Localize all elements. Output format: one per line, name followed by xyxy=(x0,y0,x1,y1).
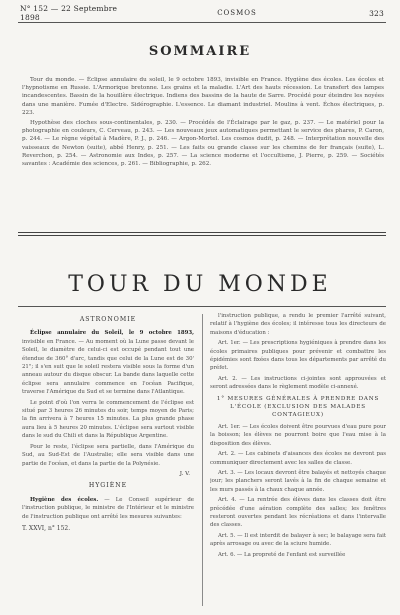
annex-heading: 1° MESURES GÉNÉRALES À PRENDRE DANS L'ÉCOLE (EXCLUSION DES MALADES CONTAGIEUX) xyxy=(216,395,380,419)
article-lead: Éclipse annulaire du Soleil, le 9 octobre 1893, xyxy=(30,330,194,337)
volume-mark: T. XXVI, n° 152. xyxy=(22,524,71,532)
page-number: 323 xyxy=(369,8,384,18)
article-text: invisible en France. — Au moment où la Lune passe devant le Soleil, le diamètre de celui-ci est occupé pendant tout une étendue de 360° d'arc, tandis que celui de la Lune est de 30' 21"; il s'en suit que le soleil restera visible sous la forme d'un anneau autour du disque obscur. La bande dans laquelle cette éclipse sera annulaire commence en l'océan Pacifique, traverse l'Amérique du Sud et se termine dans l'Atlantique. xyxy=(22,338,194,396)
title-rule xyxy=(18,306,386,307)
header-rule xyxy=(18,22,386,23)
article-paragraph: Art. 1er. — Les écoles doivent être pourvues d'eau pure pour la boisson; les élèves ne pourront boire que l'eau mise à la disposition des élèves. xyxy=(210,423,386,447)
main-title: TOUR DU MONDE xyxy=(68,272,332,297)
sommaire-body xyxy=(22,76,384,224)
sommaire-title: SOMMAIRE xyxy=(148,44,252,59)
article-paragraph: Le point d'où l'on verra le commencement de l'éclipse est situé par 3 heures 26 minutes du soir, temps moyen de Paris; la fin arrivera à 7 heures 15 minutes. La plus grande phase aura lieu à 5 heures 20 minutes. L'éclipse sera surtout visible dans le sud du Chili et dans la République Argentine. xyxy=(22,399,194,440)
article-paragraph xyxy=(22,496,194,521)
article-paragraph: Art. 1er. — Les prescriptions hygiéniques à prendre dans les écoles primaires publiques pour prévenir et combattre les épidémies sont fixées dans tous les départements par arrêté du préfet. xyxy=(210,340,386,372)
sommaire-paragraph: Tour du monde. — Éclipse annulaire du soleil, le 9 octobre 1893, invisible en France. Hygiène des écoles. Les écoles et l'hypnotisme en Russie. L'Armorique bretonne. Les grains et la maladie. L'Art des hauts récession. Le transfert des lampes incandescentes. Bassin de la houillère électrique. Indiens des bassins de la haute de Sarre. Procédé pour éteindre les noyées dans une manière. Fumée d'Electre. Sidérographie. L'essence. Le diamant industriel. Moulins à vent. Échos électriques, p. 223. xyxy=(22,77,384,116)
section-separator xyxy=(18,232,386,236)
section-heading: HYGIÈNE xyxy=(88,482,128,490)
article-paragraph xyxy=(22,329,194,396)
article-paragraph: Art. 2. — Les cabinets d'aisances des écoles ne devront pas communiquer directement avec les salles de classe. xyxy=(210,451,386,466)
running-header xyxy=(20,6,384,20)
article-paragraph: Art. 3. — Les locaux devront être balayés et nettoyés chaque jour; les planchers seront lavés à la fin de chaque semaine et les murs passés à la chaux chaque année. xyxy=(210,469,386,493)
article-paragraph: Art. 2. — Les instructions ci-jointes sont approuvées et seront adressées dans le règlement modèle ci-annexé. xyxy=(210,375,386,391)
article-text: — Le Conseil supérieur de l'instruction publique, le ministre de l'Intérieur et le ministre de l'instruction publique ont arrêté les mesures suivantes: xyxy=(22,496,194,520)
right-column xyxy=(210,312,386,608)
left-column xyxy=(22,312,194,608)
article-signature: J. V. xyxy=(179,470,190,477)
sommaire-paragraph: Hypothèse des cloches sous-continentales, p. 230. — Procédés de l'Éclairage par le gaz, p. 237. — Le matériel pour la photographie en couleurs, C. Cerveau, p. 243. — Les nouveaux jeux automatiques permettant le service des phares, P. Caron, p. 244. — Le règne végétal à Madère, P. J., p. 246. — Argon-Mortel. Les cosmos dudit, p. 248. — Interprétation nouvelle des vaisseaux de Newton (suite), abbé Henry, p. 251. — Les faits ou grande classe sur les chemins de fer français (suite), L. Reverchon, p. 254. — Astronomie aux Indes, p. 257. — La science moderne et l'occultisme, J. Pierre, p. 259. — Sociétés savantes : Académie des sciences, p. 261. — Bibliographie, p. 262. xyxy=(22,120,384,168)
article-paragraph: Pour le reste, l'éclipse sera partielle, dans l'Amérique du Sud, au Sud-Est de l'Australie; elle sera visible dans une partie de l'océan, et dans la partie de la Polynésie. xyxy=(22,443,194,467)
journal-name: COSMOS xyxy=(217,9,257,17)
column-divider xyxy=(202,314,203,606)
section-heading: ASTRONOMIE xyxy=(79,316,137,323)
article-paragraph: l'instruction publique, a rendu le premier l'arrêté suivant, relatif à l'hygiène des écoles; il intéresse tous les directeurs de maisons d'éducation : xyxy=(210,313,386,336)
article-paragraph: Art. 4. — La rentrée des élèves dans les classes doit être précédée d'une aération complète des salles; les fenêtres resteront ouvertes pendant les récréations et dans l'intervalle des classes. xyxy=(210,497,386,529)
article-paragraph: Art. 5. — Il est interdit de balayer à sec; le balayage sera fait après arrosage ou avec de la sciure humide. xyxy=(210,532,386,548)
issue-date: N° 152 — 22 Septembre 1898 xyxy=(20,4,118,22)
article-lead: Hygiène des écoles. xyxy=(30,496,99,503)
article-paragraph: Art. 6. — La propreté de l'enfant est surveillée xyxy=(218,551,346,558)
